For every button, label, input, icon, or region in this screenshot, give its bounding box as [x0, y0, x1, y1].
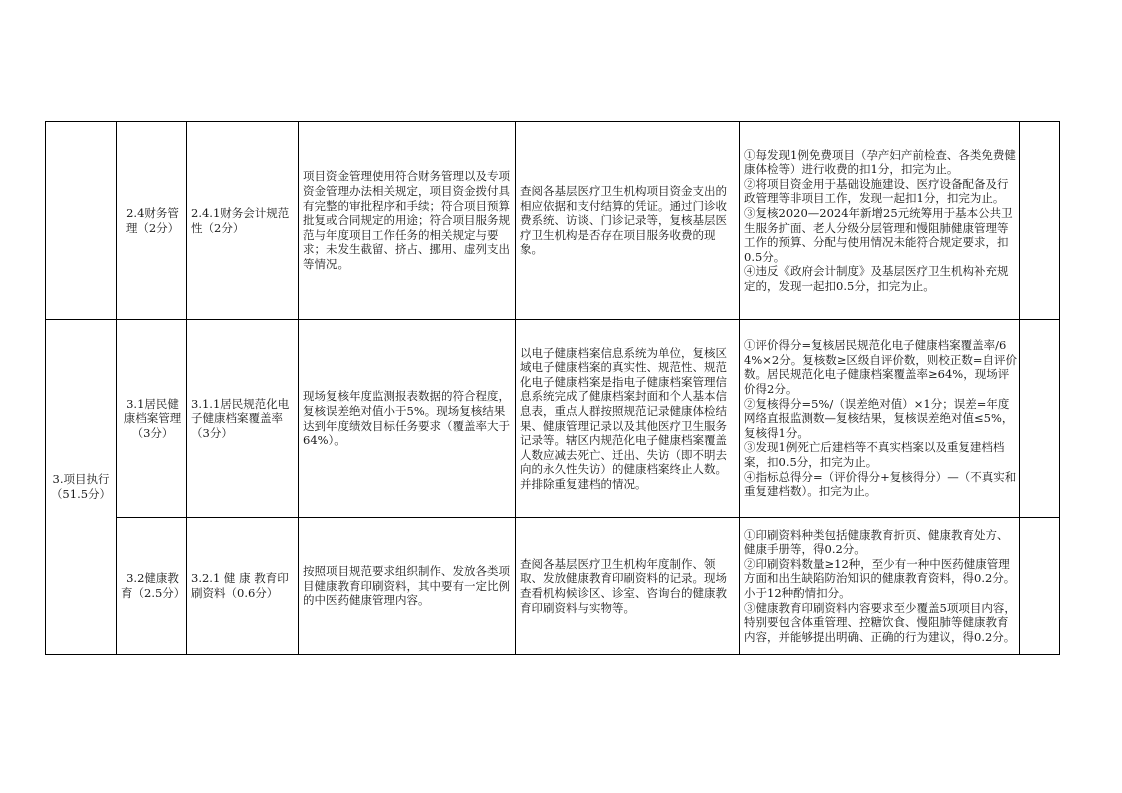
table-row [46, 122, 1060, 320]
top-group-cell [46, 122, 117, 320]
item-cell: 3.1.1居民规范化电子健康档案覆盖率（3分） [187, 320, 299, 518]
subcategory-cell: 2.4财务管理（2分） [117, 122, 187, 320]
method-cell: 查阅各基层医疗卫生机构项目资金支出的相应依据和支付结算的凭证。通过门诊收费系统、访谈、门诊记录等，复核基层医疗卫生机构是否存在项目服务收费的现象。 [516, 122, 740, 320]
table-row [46, 518, 1060, 655]
requirement-cell: 项目资金管理使用符合财务管理以及专项资金管理办法相关规定，项目资金拨付具有完整的审批程序和手续；符合项目预算批复或合同规定的用途；符合项目服务规范与年度项目工作任务的相关规定与要求；未发生截留、挤占、挪用、虚列支出等情况。 [299, 122, 516, 320]
subcategory-cell: 3.2健康教育（2.5分） [117, 518, 187, 655]
requirement-cell: 按照项目规范要求组织制作、发放各类项目健康教育印刷资料，其中要有一定比例的中医药健康管理内容。 [299, 518, 516, 655]
item-cell: 2.4.1财务会计规范性（2分） [187, 122, 299, 320]
scoring-cell: ①每发现1例免费项目（孕产妇产前检查、各类免费健康体检等）进行收费的扣1分，扣完为止。 ②将项目资金用于基础设施建设、医疗设备配备及行政管理等非项目工作，发现一起扣1分，扣完为止。 ③复核2020—2024年新增25元统筹用于基本公共卫生服务扩面、老人分级分层管理和慢阻肺健康管理等工作的预算、分配与使用情况未能符合规定要求，扣0.5分。 ④违反《政府会计制度》及基层医疗卫生机构补充规定的，发现一起扣0.5分，扣完为止。 [740, 122, 1020, 320]
scoring-cell: ①印刷资料种类包括健康教育折页、健康教育处方、健康手册等，得0.2分。 ②印刷资料数量≥12种，至少有一种中医药健康管理方面和出生缺陷防治知识的健康教育资料，得0.2分。小于12种酌情扣分。 ③健康教育印刷资料内容要求至少覆盖5项项目内容，特别要包含体重管理、控糖饮食、慢阻肺等健康教育内容，并能够提出明确、正确的行为建议，得0.2分。 [740, 518, 1020, 655]
scoring-cell: ①评价得分=复核居民规范化电子健康档案覆盖率/64%×2分。复核数≥区级自评价数，则校正数=自评价数。居民规范化电子健康档案覆盖率≥64%，现场评价得2分。 ②复核得分=5%/（误差绝对值）×1分；误差=年度网络直报监测数—复核结果，复核误差绝对值≤5%，复核得1分。 ③发现1例死亡后建档等不真实档案以及重复建档档案，扣0.5分，扣完为止。 ④指标总得分=（评价得分+复核得分）—（不真实和重复建档数）。扣完为止。 [740, 320, 1020, 518]
remark-cell [1020, 122, 1060, 320]
subcategory-cell: 3.1居民健康档案管理（3分） [117, 320, 187, 518]
evaluation-table [45, 121, 1060, 655]
requirement-cell: 现场复核年度监测报表数据的符合程度，复核误差绝对值小于5%。现场复核结果达到年度绩效目标任务要求（覆盖率大于64%）。 [299, 320, 516, 518]
method-cell: 查阅各基层医疗卫生机构年度制作、领取、发放健康教育印刷资料的记录。现场查看机构候诊区、诊室、咨询台的健康教育印刷资料与实物等。 [516, 518, 740, 655]
table-row [46, 320, 1060, 518]
remark-cell [1020, 518, 1060, 655]
category-cell: 3.项目执行（51.5分） [46, 320, 117, 655]
method-cell: 以电子健康档案信息系统为单位，复核区域电子健康档案的真实性、规范性、规范化电子健康档案是指电子健康档案管理信息系统完成了健康档案封面和个人基本信息表，重点人群按照规范记录健康体检结果、健康管理记录以及其他医疗卫生服务记录等。辖区内规范化电子健康档案覆盖人数应减去死亡、迁出、失访（即不明去向的永久性失访）的健康档案终止人数。并排除重复建档的情况。 [516, 320, 740, 518]
remark-cell [1020, 320, 1060, 518]
item-cell: 3.2.1 健 康 教育印刷资料（0.6分） [187, 518, 299, 655]
